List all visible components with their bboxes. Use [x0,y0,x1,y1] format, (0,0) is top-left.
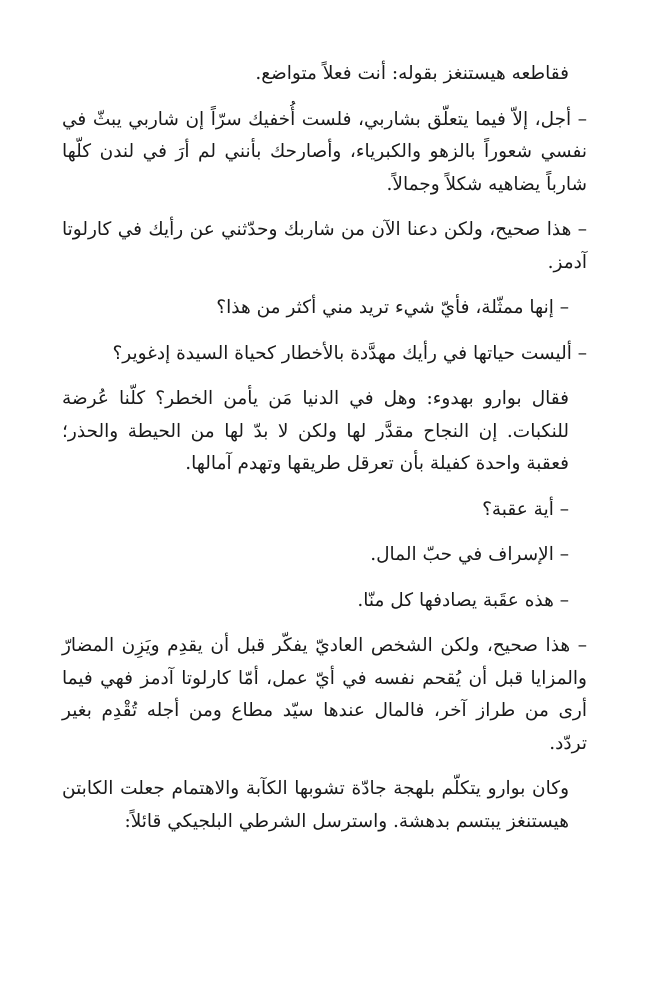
paragraph-4: – إنها ممثّلة، فأيّ شيء تريد مني أكثر من هذا؟ [216,297,569,318]
paragraph-8: – الإسراف في حبّ المال. [370,544,569,565]
paragraph-6: فقال بوارو بهدوء: وهل في الدنيا مَن يأمن الخطر؟ كلّنا عُرضة للنكبات. إن النجاح مقدَّر لها ولكن لا بدّ لها من الحيطة والحذر؛ فعقبة واحدة كفيلة بأن تعرقل طريقها وتهدم آمالها. [62,388,569,474]
paragraph-2: – أجل، إلاّ فيما يتعلّق بشاربي، فلست أُخفيك سرّاً إن شاربي يبثّ في نفسي شعوراً بالزهو والكبرياء، وأصارحك بأنني لم أرَ في لندن كلّها شارباً يضاهيه شكلاً وجمالاً. [62,108,587,195]
paragraph-11: وكان بوارو يتكلّم بلهجة جادّة تشوبها الكآبة والاهتمام جعلت الكابتن هيستنغز يبتسم بدهشة. واسترسل الشرطي البلجيكي قائلاً: [62,778,569,832]
paragraph-9: – هذه عقَبة يصادفها كل منّا. [357,589,569,611]
paragraph-1: فقاطعه هيستنغز بقوله: أنت فعلاً متواضع. [255,63,569,84]
paragraph-7: – أية عقبة؟ [482,498,569,520]
paragraph-5: – أليست حياتها في رأيك مهدَّدة بالأخطار كحياة السيدة إدغوير؟ [112,342,587,364]
paragraph-10: – هذا صحيح، ولكن الشخص العاديّ يفكّر قبل أن يقدِم ويَزِن المضارّ والمزايا قبل أن يُقحم نفسه في أيّ عمل، أمّا كارلوتا آدمز فهي فيما أرى من طراز آخر، فالمال عندها سيّد مطاع ومن أجله تُقْدِم بغير تردّد. [62,635,587,754]
paragraph-3: – هذا صحيح، ولكن دعنا الآن من شاربك وحدّثني عن رأيك في كارلوتا آدمز. [62,219,587,273]
